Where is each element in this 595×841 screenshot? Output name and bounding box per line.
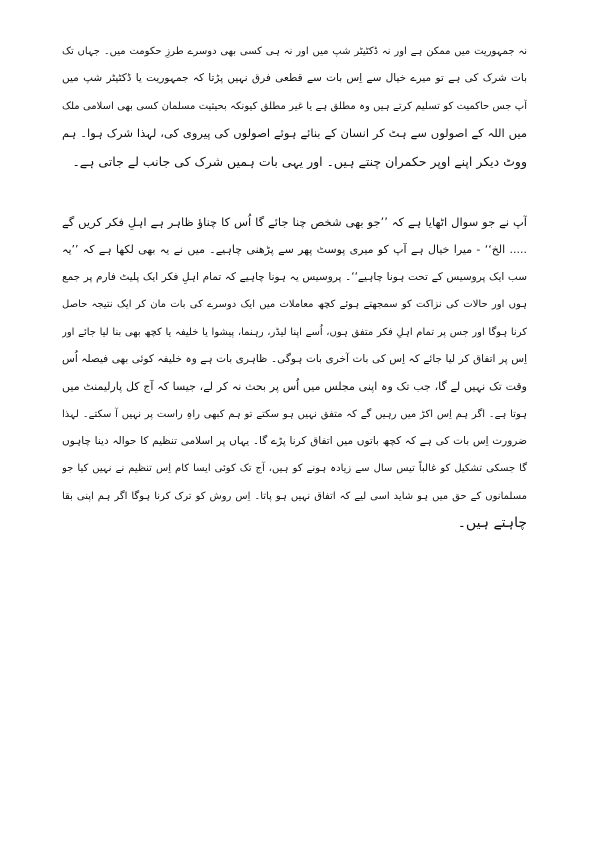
paragraph-2-line-12: چاہتے ہیں۔ (457, 515, 527, 532)
paragraph-2-line-5: کرنا ہوگا اور جس پر تمام اہلِ فکر متفق ہوں، اُسے اپنا لیڈر، رہنما، پیشوا یا خلیفہ یا کچھ بھی بنا لیا جائے اور (62, 326, 527, 338)
paragraph-2-line-11: مسلمانوں کے حق میں ہو شاید اسی لیے کہ اتفاق نہیں ہو پاتا۔ اِس روش کو ترک کرنا ہوگا اگر ہم اپنی بقا (62, 490, 527, 502)
paragraph-2-line-1: آپ نے جو سوال اٹھایا ہے کہ ’’جو بھی شخص چنا جائے گا اُس کا چناؤ ظاہر ہے اہلِ فکر کریں گے (62, 214, 527, 229)
paragraph-2-line-10: گا جسکی تشکیل کو غالباً تیس سال سے زیادہ ہونے کو ہیں، آج تک کوئی ایسا کام اِس تنظیم نے نہیں کیا جو (62, 463, 527, 475)
paragraph-2 (62, 209, 527, 538)
paragraph-2-line-7: وقت تک نہیں لے گا، جب تک وہ اپنی مجلس میں اُس پر بحث نہ کر لے، جیسا کہ آج کل پارلیمنٹ میں (62, 380, 527, 394)
paragraph-2-line-6: اِس پر اتفاق کر لیا جائے کہ اِس کی بات آخری بات ہوگی۔ ظاہری بات ہے وہ خلیفہ کوئی بھی فیصلہ اُس (62, 352, 527, 365)
paragraph-2-line-9: ضرورت اِس بات کی ہے کہ کچھ باتوں میں اتفاق کرنا پڑے گا۔ یہاں پر اسلامی تنظیم کا حوالہ دینا چاہوں (62, 435, 527, 448)
paragraph-2-line-2: ..... الخ‘‘ - میرا خیال ہے آپ کو میری پوسٹ پھر سے پڑھنی چاہیے۔ میں نے یہ بھی لکھا ہے کہ ’’یہ (62, 243, 527, 257)
paragraph-1-line-2: بات شرک کی ہے تو میرے خیال سے اِس بات سے قطعی فرق نہیں پڑتا کہ جمہوریت یا ڈکٹیٹر شپ میں (62, 72, 527, 85)
paragraph-1-line-1: نہ جمہوریت میں ممکن ہے اور نہ ڈکٹیٹر شپ میں اور نہ ہی کسی بھی دوسرے طرزِ حکومت میں۔ جہاں تک (62, 46, 527, 57)
paragraph-2-line-4: ہوں اور حالات کی نزاکت کو سمجھتے ہوئے کچھ معاملات میں ایک دوسرے کی بات مان کر ایک نتیجہ حاصل (62, 299, 527, 311)
paragraph-1-line-5: ووٹ دیکر اپنے اوپر حکمران چنتے ہیں۔ اور یہی بات ہمیں شرک کی جانب لے جاتی ہے۔ (72, 153, 527, 169)
paragraph-1-line-3: آپ جس حاکمیت کو تسلیم کرتے ہیں وہ مطلق ہے یا غیر مطلق کیونکہ بحیثیت مسلمان کسی بھی اسلامی ملک (62, 100, 527, 112)
paragraph-spacer (62, 175, 527, 209)
paragraph-1 (62, 38, 527, 175)
paragraph-2-line-3: سب ایک پروسیس کے تحت ہونا چاہیے‘‘۔ پروسیس یہ ہونا چاہیے کہ تمام اہلِ فکر ایک پلیٹ فارم پر جمع (62, 270, 527, 283)
paragraph-2-line-8: ہوتا ہے۔ اگر ہم اِس اکڑ میں رہیں گے کہ متفق نہیں ہو سکتے تو ہم کبھی راہِ راست پر نہیں آ سکتے۔ لہذا (62, 408, 527, 420)
paragraph-1-line-4: میں اللہ کے اصولوں سے ہٹ کر انسان کے بنائے ہوئے اصولوں کی پیروی کی، لہذا شرک ہوا۔ ہم (62, 126, 527, 141)
